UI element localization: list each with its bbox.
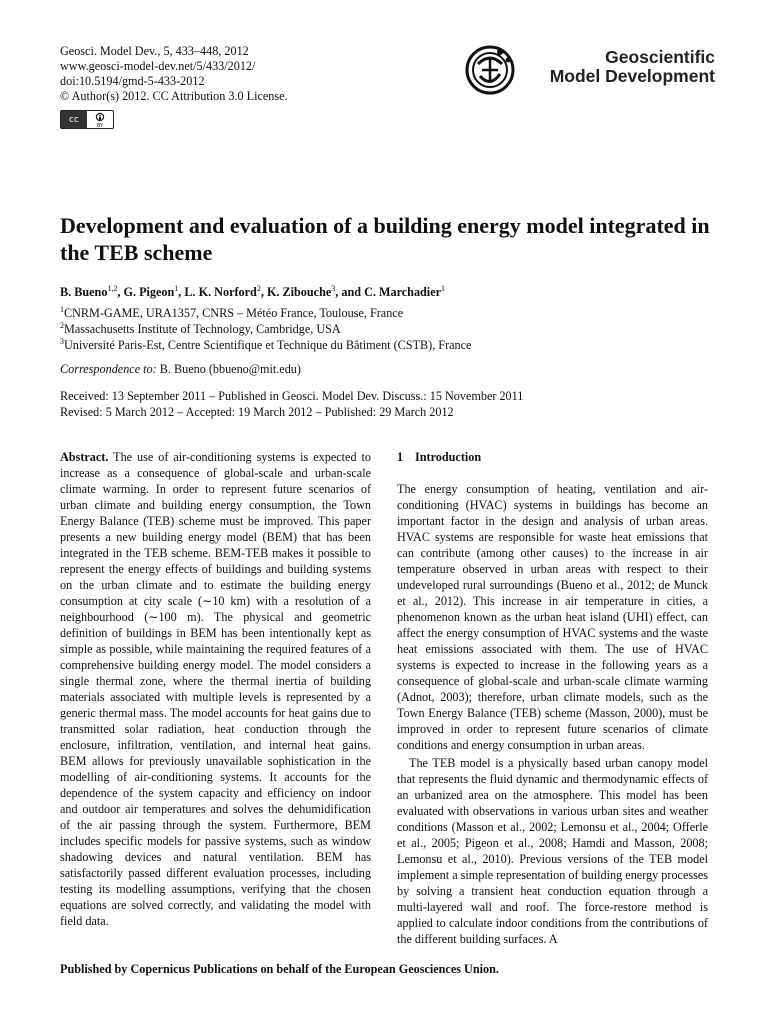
- by-icon: [87, 112, 113, 128]
- correspondence: Correspondence to: B. Bueno (bbueno@mit.edu): [60, 362, 301, 376]
- author-list: B. Bueno$^{1,2}$, G. Pigeon$^1$, L. K. Norford$^2$, K. Zibouche$^3$, and C. Marchadier$^1$: [60, 283, 446, 299]
- journal-url[interactable]: www.geosci-model-dev.net/5/433/2012/: [60, 59, 256, 73]
- license-text: © Author(s) 2012. CC Attribution 3.0 License.: [60, 89, 288, 103]
- affiliation-3: $^3$Université Paris-Est, Centre Scientifique et Technique du Bâtiment (CSTB), France: [60, 336, 472, 352]
- journal-citation: Geosci. Model Dev., 5, 433–448, 2012: [60, 44, 249, 58]
- publisher-footer: Published by Copernicus Publications on behalf of the European Geosciences Union.: [60, 962, 499, 976]
- affiliations: [60, 305, 471, 353]
- cc-license-badge[interactable]: [60, 110, 114, 129]
- doi[interactable]: doi:10.5194/gmd-5-433-2012: [60, 74, 205, 88]
- section-heading: 1 Introduction: [397, 450, 482, 464]
- cc-icon: cc: [61, 111, 87, 128]
- publication-dates: [60, 389, 523, 420]
- by-label: BY: [96, 122, 104, 128]
- abstract: [60, 449, 371, 929]
- journal-name: Geoscientific Model Development: [549, 47, 715, 86]
- paper-title: Development and evaluation of a building energy model integrated in the TEB scheme: [60, 213, 710, 265]
- journal-logo: [464, 40, 714, 96]
- gmd-logo-icon: [464, 44, 516, 96]
- abstract-text: The use of air-conditioning systems is expected to increase as a consequence of global-scale and urban-scale climate warming. In order to represent future scenarios of urban climate and building energy consumption, the Town Energy Balance (TEB) scheme must be improved. This paper presents a new building energy model (BEM) that has been integrated in the TEB scheme. BEM-TEB makes it possible to represent the energy effects of buildings and building systems on the urban climate and to estimate the building energy consumption at city scale (∼10 km) with a resolution of a neighbourhood (∼100 m). The physical and geometric definition of buildings in BEM has been intentionally kept as simple as possible, while maintaining the required features of a comprehensive building energy model. The model considers a single thermal zone, where the thermal inertia of building materials associated with multiple levels is represented by a generic thermal mass. The model accounts for heat gains due to transmitted solar radiation, heat conduction through the enclosure, infiltration, ventilation, and internal heat gains. BEM allows for previously unavailable sophistication in the modelling of air-conditioning systems. It accounts for the dependence of the system capacity and efficiency on indoor and outdoor air temperatures and solves the dehumidification of the air passing through the system. Furthermore, BEM includes specific models for passive systems, such as window shadowing devices and natural ventilation. BEM has satisfactorily passed different evaluation processes, including testing its modelling assumptions, verifying that the chosen equations are solved correctly, and validating the model with field data.: [60, 450, 371, 928]
- introduction: [397, 449, 708, 947]
- revised-line: Revised: 5 March 2012 – Accepted: 19 March 2012 – Published: 29 March 2012: [60, 404, 454, 419]
- affiliation-1: $^1$CNRM-GAME, URA1357, CNRS – Météo France, Toulouse, France: [60, 304, 404, 320]
- abstract-label: Abstract.: [60, 450, 109, 464]
- received-line: Received: 13 September 2011 – Published in Geosci. Model Dev. Discuss.: 15 November 2011: [60, 389, 524, 403]
- affiliation-2: $^2$Massachusetts Institute of Technology, Cambridge, USA: [60, 320, 341, 336]
- intro-paragraph-1: The energy consumption of heating, ventilation and air-conditioning (HVAC) systems in buildings has become an important factor in the design and analysis of urban areas. HVAC systems are responsible for waste heat emissions that can contribute (among other causes) to the increase in air temperature observed in urban areas with respect to their undeveloped rural surroundings (Bueno et al., 2012; de Munck et al., 2012). This increase in air temperature in cities, a phenomenon known as the urban heat island (UHI) effect, can affect the energy consumption of HVAC systems and the waste heat emissions associated with them. The use of HVAC systems is expected to increase in the following years as a consequence of global-scale and urban-scale climate warming (Adnot, 2003); therefore, urban climate models, such as the Town Energy Balance (TEB) scheme (Masson, 2000), must be improved in order to represent future scenarios of climate conditions and energy consumption in urban areas.: [397, 482, 708, 752]
- journal-metadata: [60, 44, 288, 104]
- intro-paragraph-2: The TEB model is a physically based urban canopy model that represents the fluid dynamic and thermodynamic effects of an urbanized area on the atmosphere. This model has been evaluated with observations in various urban sites and weather conditions (Masson et al., 2002; Lemonsu et al., 2004; Offerle et al., 2005; Pigeon et al., 2008; Hamdi and Masson, 2008; Lemonsu et al., 2010). Previous versions of the TEB model implement a simple representation of building energy processes by solving a transient heat conduction equation through a multi-layered wall and roof. The force-restore method is applied to calculate indoor conditions from the contributions of the different building surfaces. A: [397, 756, 708, 946]
